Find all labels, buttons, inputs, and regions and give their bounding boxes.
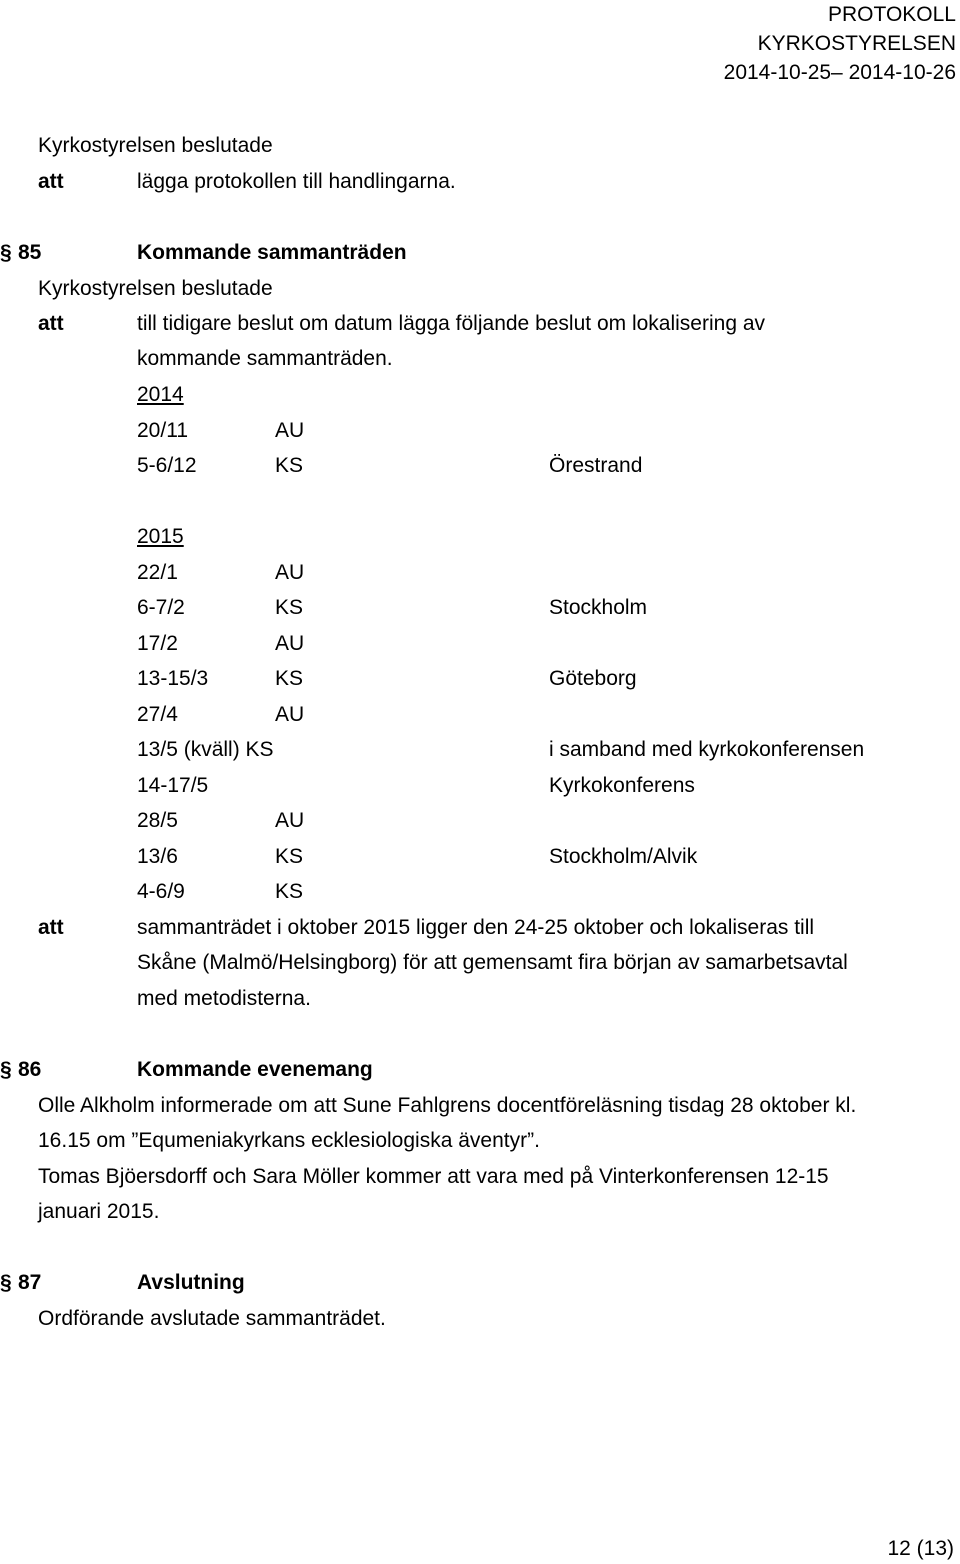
section-85-symbol: §	[0, 241, 12, 264]
section-85-att2: att	[38, 916, 64, 939]
section-85-att2-line3: med metodisterna.	[137, 987, 311, 1010]
intro-text: lägga protokollen till handlingarna.	[137, 170, 456, 193]
section-87-number: 87	[18, 1271, 42, 1294]
section-86-number: 86	[18, 1058, 42, 1081]
meeting-date: 22/1	[137, 561, 178, 584]
section-85-att: att	[38, 312, 64, 335]
meeting-date: 13-15/3	[137, 667, 209, 690]
meeting-type: AU	[275, 561, 305, 584]
section-85-text-line1: till tidigare beslut om datum lägga följande beslut om lokalisering av	[137, 312, 766, 335]
meeting-place: Stockholm/Alvik	[549, 845, 698, 868]
meeting-place: i samband med kyrkokonferensen	[549, 738, 865, 761]
intro-decision-line: Kyrkostyrelsen beslutade	[38, 134, 273, 157]
section-85-number: 85	[18, 241, 42, 264]
section-86-line3: Tomas Bjöersdorff och Sara Möller kommer att vara med på Vinterkonferensen 12-15	[38, 1165, 829, 1188]
meeting-date: 13/6	[137, 845, 178, 868]
section-85-text-line2: kommande sammanträden.	[137, 347, 393, 370]
section-86-symbol: §	[0, 1058, 12, 1081]
section-85-att2-line1: sammanträdet i oktober 2015 ligger den 24-25 oktober och lokaliseras till	[137, 916, 815, 939]
meeting-place: Kyrkokonferens	[549, 774, 695, 797]
meeting-date: 13/5 (kväll) KS	[137, 738, 274, 761]
meeting-place: Stockholm	[549, 596, 648, 619]
header-org: KYRKOSTYRELSEN	[757, 32, 956, 55]
section-86-title: Kommande evenemang	[137, 1058, 373, 1081]
meeting-place: Göteborg	[549, 667, 637, 690]
year-2014-heading: 2014	[137, 383, 184, 406]
meeting-type: KS	[275, 454, 304, 477]
section-86-line1: Olle Alkholm informerade om att Sune Fahlgrens docentföreläsning tisdag 28 oktober kl.	[38, 1094, 857, 1117]
meeting-date: 20/11	[137, 419, 188, 442]
meeting-date: 27/4	[137, 703, 178, 726]
section-85-decision-line: Kyrkostyrelsen beslutade	[38, 277, 273, 300]
header-dates: 2014-10-25– 2014-10-26	[723, 61, 956, 84]
section-87-line1: Ordförande avslutade sammanträdet.	[38, 1307, 386, 1330]
meeting-place: Örestrand	[549, 454, 643, 477]
section-85-title: Kommande sammanträden	[137, 241, 407, 264]
page-number: 12 (13)	[887, 1537, 954, 1560]
page-header	[724, 0, 956, 87]
meeting-date: 17/2	[137, 632, 178, 655]
section-86-line2: 16.15 om ”Equmeniakyrkans ecklesiologiska äventyr”.	[38, 1129, 540, 1152]
meeting-type: AU	[275, 419, 305, 442]
meeting-type: KS	[275, 596, 304, 619]
section-87-symbol: §	[0, 1271, 12, 1294]
meeting-date: 6-7/2	[137, 596, 185, 619]
year-2015-heading: 2015	[137, 525, 184, 548]
meeting-type: AU	[275, 809, 305, 832]
meeting-date: 4-6/9	[137, 880, 185, 903]
meeting-date: 14-17/5	[137, 774, 209, 797]
section-87-title: Avslutning	[137, 1271, 245, 1294]
meeting-date: 28/5	[137, 809, 178, 832]
header-doc-type: PROTOKOLL	[828, 3, 956, 26]
intro-att: att	[38, 170, 64, 193]
meeting-type: KS	[275, 845, 304, 868]
meeting-type: AU	[275, 703, 305, 726]
meeting-date: 5-6/12	[137, 454, 197, 477]
section-85-att2-line2: Skåne (Malmö/Helsingborg) för att gemensamt fira början av samarbetsavtal	[137, 951, 848, 974]
section-86-line4: januari 2015.	[38, 1200, 160, 1223]
meeting-type: KS	[275, 880, 304, 903]
meeting-type: AU	[275, 632, 305, 655]
meeting-type: KS	[275, 667, 304, 690]
